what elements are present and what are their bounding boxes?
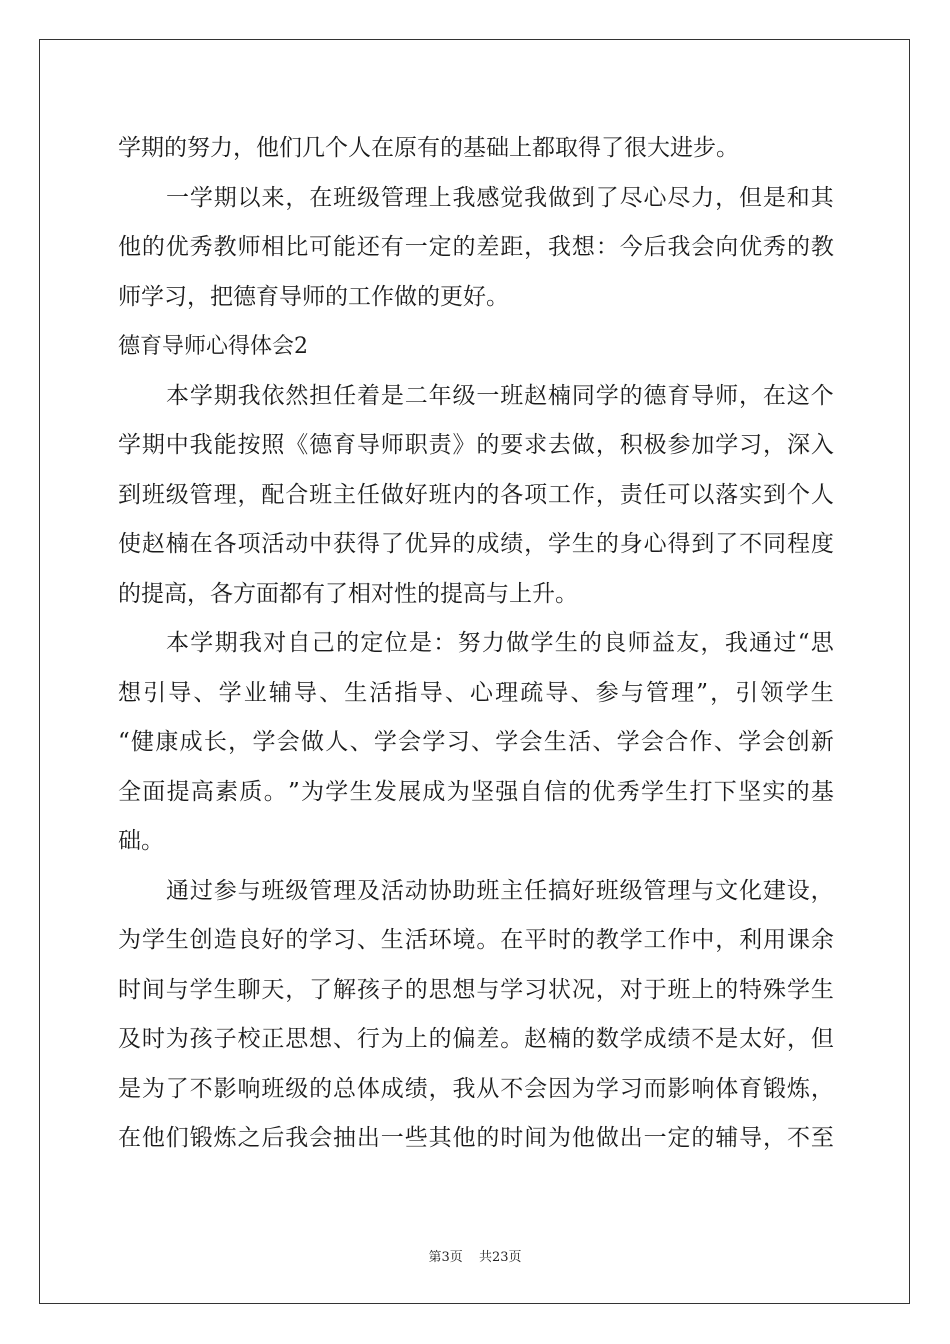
text-line: 使 赵 楠 在 各 项 活 动 中 获 得 了 优 异 的 成 绩 ， 学 生 的 身 心 得 到 了 不 同 程 度 xyxy=(118,531,834,557)
text-line: 为 学 生 创 造 良 好 的 学 习 、 生 活 环 境 。 在 平 时 的 教 学 工 作 中 ， 利 用 课 余 xyxy=(118,927,834,953)
text-line: 是 为 了 不 影 响 班 级 的 总 体 成 绩 ， 我 从 不 会 因 为 学 习 而 影 响 体 育 锻 炼 ， xyxy=(118,1075,834,1102)
text-line: 本 学 期 我 对 自 己 的 定 位 是 ： 努 力 做 学 生 的 良 师 益 友 ， 我 通 过 “ 思 xyxy=(166,630,834,656)
text-line: 的提高，各方面都有了相对性的提高与上升。 xyxy=(118,580,578,607)
text-line: 及 时 为 孩 子 校 正 思 想 、 行 为 上 的 偏 差 。 赵 楠 的 数 学 成 绩 不 是 太 好 ， 但 xyxy=(118,1026,834,1052)
page-total: 共23页 xyxy=(478,1250,522,1265)
text-line: 他 的 优 秀 教 师 相 比 可 能 还 有 一 定 的 差 距 ， 我 想 ： 今 后 我 会 向 优 秀 的 教 xyxy=(118,234,834,260)
page-number: 第3页 xyxy=(428,1250,463,1265)
document-body xyxy=(118,124,834,1164)
text-line: 本 学 期 我 依 然 担 任 着 是 二 年 级 一 班 赵 楠 同 学 的 德 育 导 师 ， 在 这 个 xyxy=(166,382,834,409)
section-heading: 德育导师心得体会2 xyxy=(118,334,308,359)
text-line: 学 期 中 我 能 按 照 《 德 育 导 师 职 责 》 的 要 求 去 做 ， 积 极 参 加 学 习 ， 深 入 xyxy=(118,432,834,458)
text-line: 通 过 参 与 班 级 管 理 及 活 动 协 助 班 主 任 搞 好 班 级 管 理 与 文 化 建 设 ， xyxy=(166,877,834,904)
text-line: 师学习，把德育导师的工作做的更好。 xyxy=(118,283,509,310)
text-line: 在 他 们 锻 炼 之 后 我 会 抽 出 一 些 其 他 的 时 间 为 他 做 出 一 定 的 辅 导 ， 不 至 xyxy=(118,1125,834,1151)
text-line: 全 面 提 高 素 质 。 ” 为 学 生 发 展 成 为 坚 强 自 信 的 优 秀 学 生 打 下 坚 实 的 基 xyxy=(118,778,834,805)
text-line: 到 班 级 管 理 ， 配 合 班 主 任 做 好 班 内 的 各 项 工 作 ， 责 任 可 以 落 实 到 个 人 xyxy=(118,481,834,508)
page-footer xyxy=(0,1246,950,1265)
text-line: 础。 xyxy=(118,828,164,854)
text-line: 时 间 与 学 生 聊 天 ， 了 解 孩 子 的 思 想 与 学 习 状 况 ， 对 于 班 上 的 特 殊 学 生 xyxy=(118,976,834,1003)
text-line: 一 学 期 以 来 ， 在 班 级 管 理 上 我 感 觉 我 做 到 了 尽 心 尽 力 ， 但 是 和 其 xyxy=(166,184,834,211)
text-line: 想 引 导 、 学 业 辅 导 、 生 活 指 导 、 心 理 疏 导 、 参 与 管 理 ” ， 引 领 学 生 xyxy=(118,679,834,706)
text-line: 学期的努力，他们几个人在原有的基础上都取得了很大进步。 xyxy=(118,135,739,161)
text-line: “ 健 康 成 长 ， 学 会 做 人 、 学 会 学 习 、 学 会 生 活 、 学 会 合 作 、 学 会 创 新 xyxy=(118,729,834,755)
